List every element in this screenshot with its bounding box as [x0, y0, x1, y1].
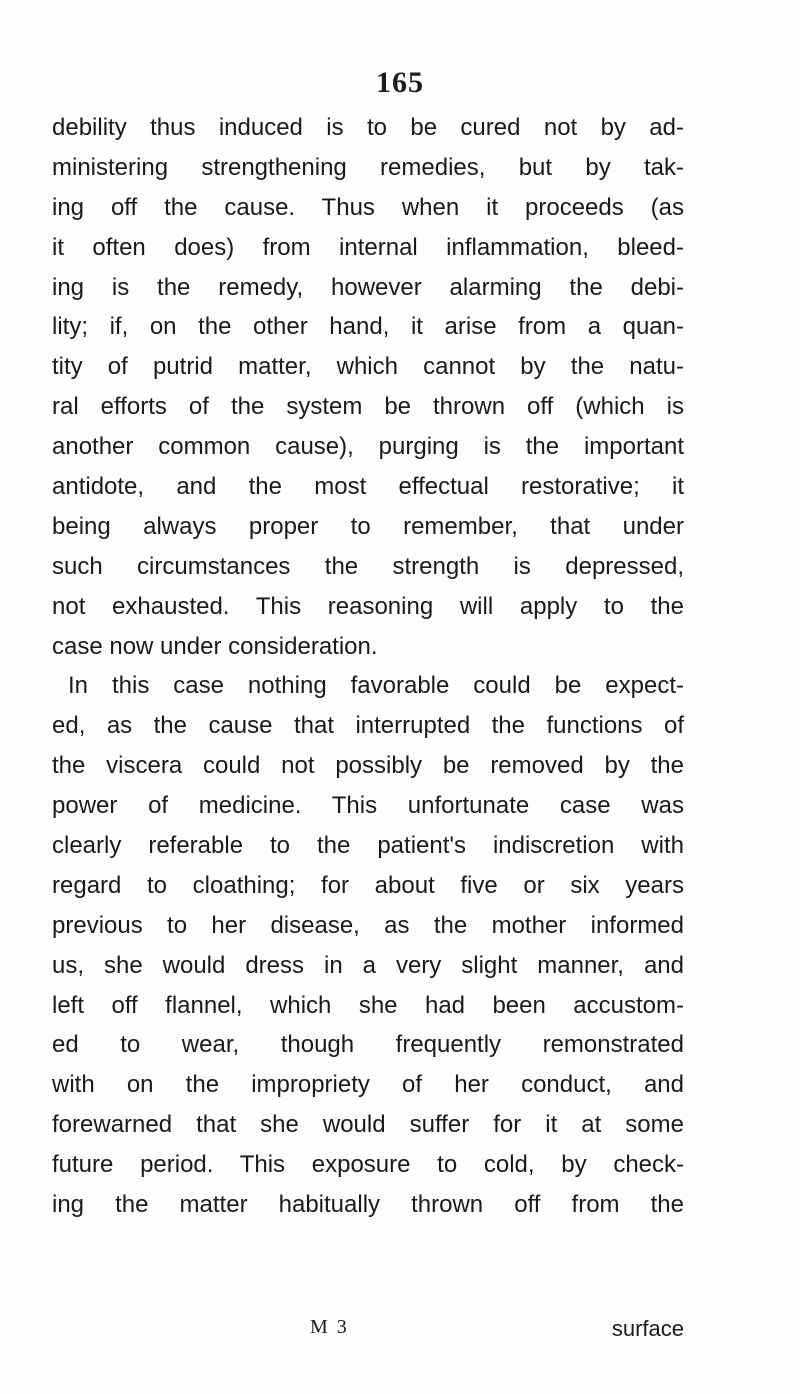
text-line: us, she would dress in a very slight manner, and	[52, 951, 684, 979]
text-line: such circumstances the strength is depressed,	[52, 552, 684, 580]
text-line: the viscera could not possibly be removed by the	[52, 752, 684, 780]
text-line: ed to wear, though frequently remonstrated	[52, 1031, 684, 1059]
text-line: not exhausted. This reasoning will apply to the	[52, 592, 684, 620]
text-line: power of medicine. This unfortunate case was	[52, 792, 684, 820]
text-line: left off flannel, which she had been accustom-	[52, 991, 684, 1019]
text-line: being always proper to remember, that under	[52, 512, 684, 540]
text-line: with on the impropriety of her conduct, and	[52, 1071, 684, 1099]
text-line: ing off the cause. Thus when it proceeds (as	[52, 193, 684, 221]
text-line: clearly referable to the patient's indiscretion with	[52, 832, 684, 860]
paragraph-end-line: case now under consideration.	[52, 632, 378, 660]
text-line: future period. This exposure to cold, by check-	[52, 1151, 684, 1179]
text-line: forewarned that she would suffer for it at some	[52, 1111, 684, 1139]
signature-mark: M 3	[310, 1316, 349, 1338]
page-footer	[52, 1316, 684, 1352]
text-line: ministering strengthening remedies, but by tak-	[52, 153, 684, 181]
body-text	[52, 108, 684, 1225]
text-line: previous to her disease, as the mother informed	[52, 911, 684, 939]
text-line: ed, as the cause that interrupted the functions of	[52, 712, 684, 740]
text-line: lity; if, on the other hand, it arise from a quan-	[52, 313, 684, 341]
text-line: tity of putrid matter, which cannot by the natu-	[52, 353, 684, 381]
paragraph-start-line: In this case nothing favorable could be expect-	[68, 672, 684, 700]
text-line: regard to cloathing; for about five or six years	[52, 871, 684, 899]
text-line: another common cause), purging is the important	[52, 433, 684, 461]
text-line: ing the matter habitually thrown off from the	[52, 1191, 684, 1219]
text-line: antidote, and the most effectual restorative; it	[52, 473, 684, 501]
catchword: surface	[611, 1316, 684, 1341]
text-line: ral efforts of the system be thrown off (which is	[52, 393, 684, 421]
text-line: ing is the remedy, however alarming the debi-	[52, 273, 684, 301]
page-number: 165	[376, 66, 424, 99]
text-line: it often does) from internal inflammation, bleed-	[52, 233, 684, 261]
text-line: debility thus induced is to be cured not by ad-	[52, 114, 684, 141]
